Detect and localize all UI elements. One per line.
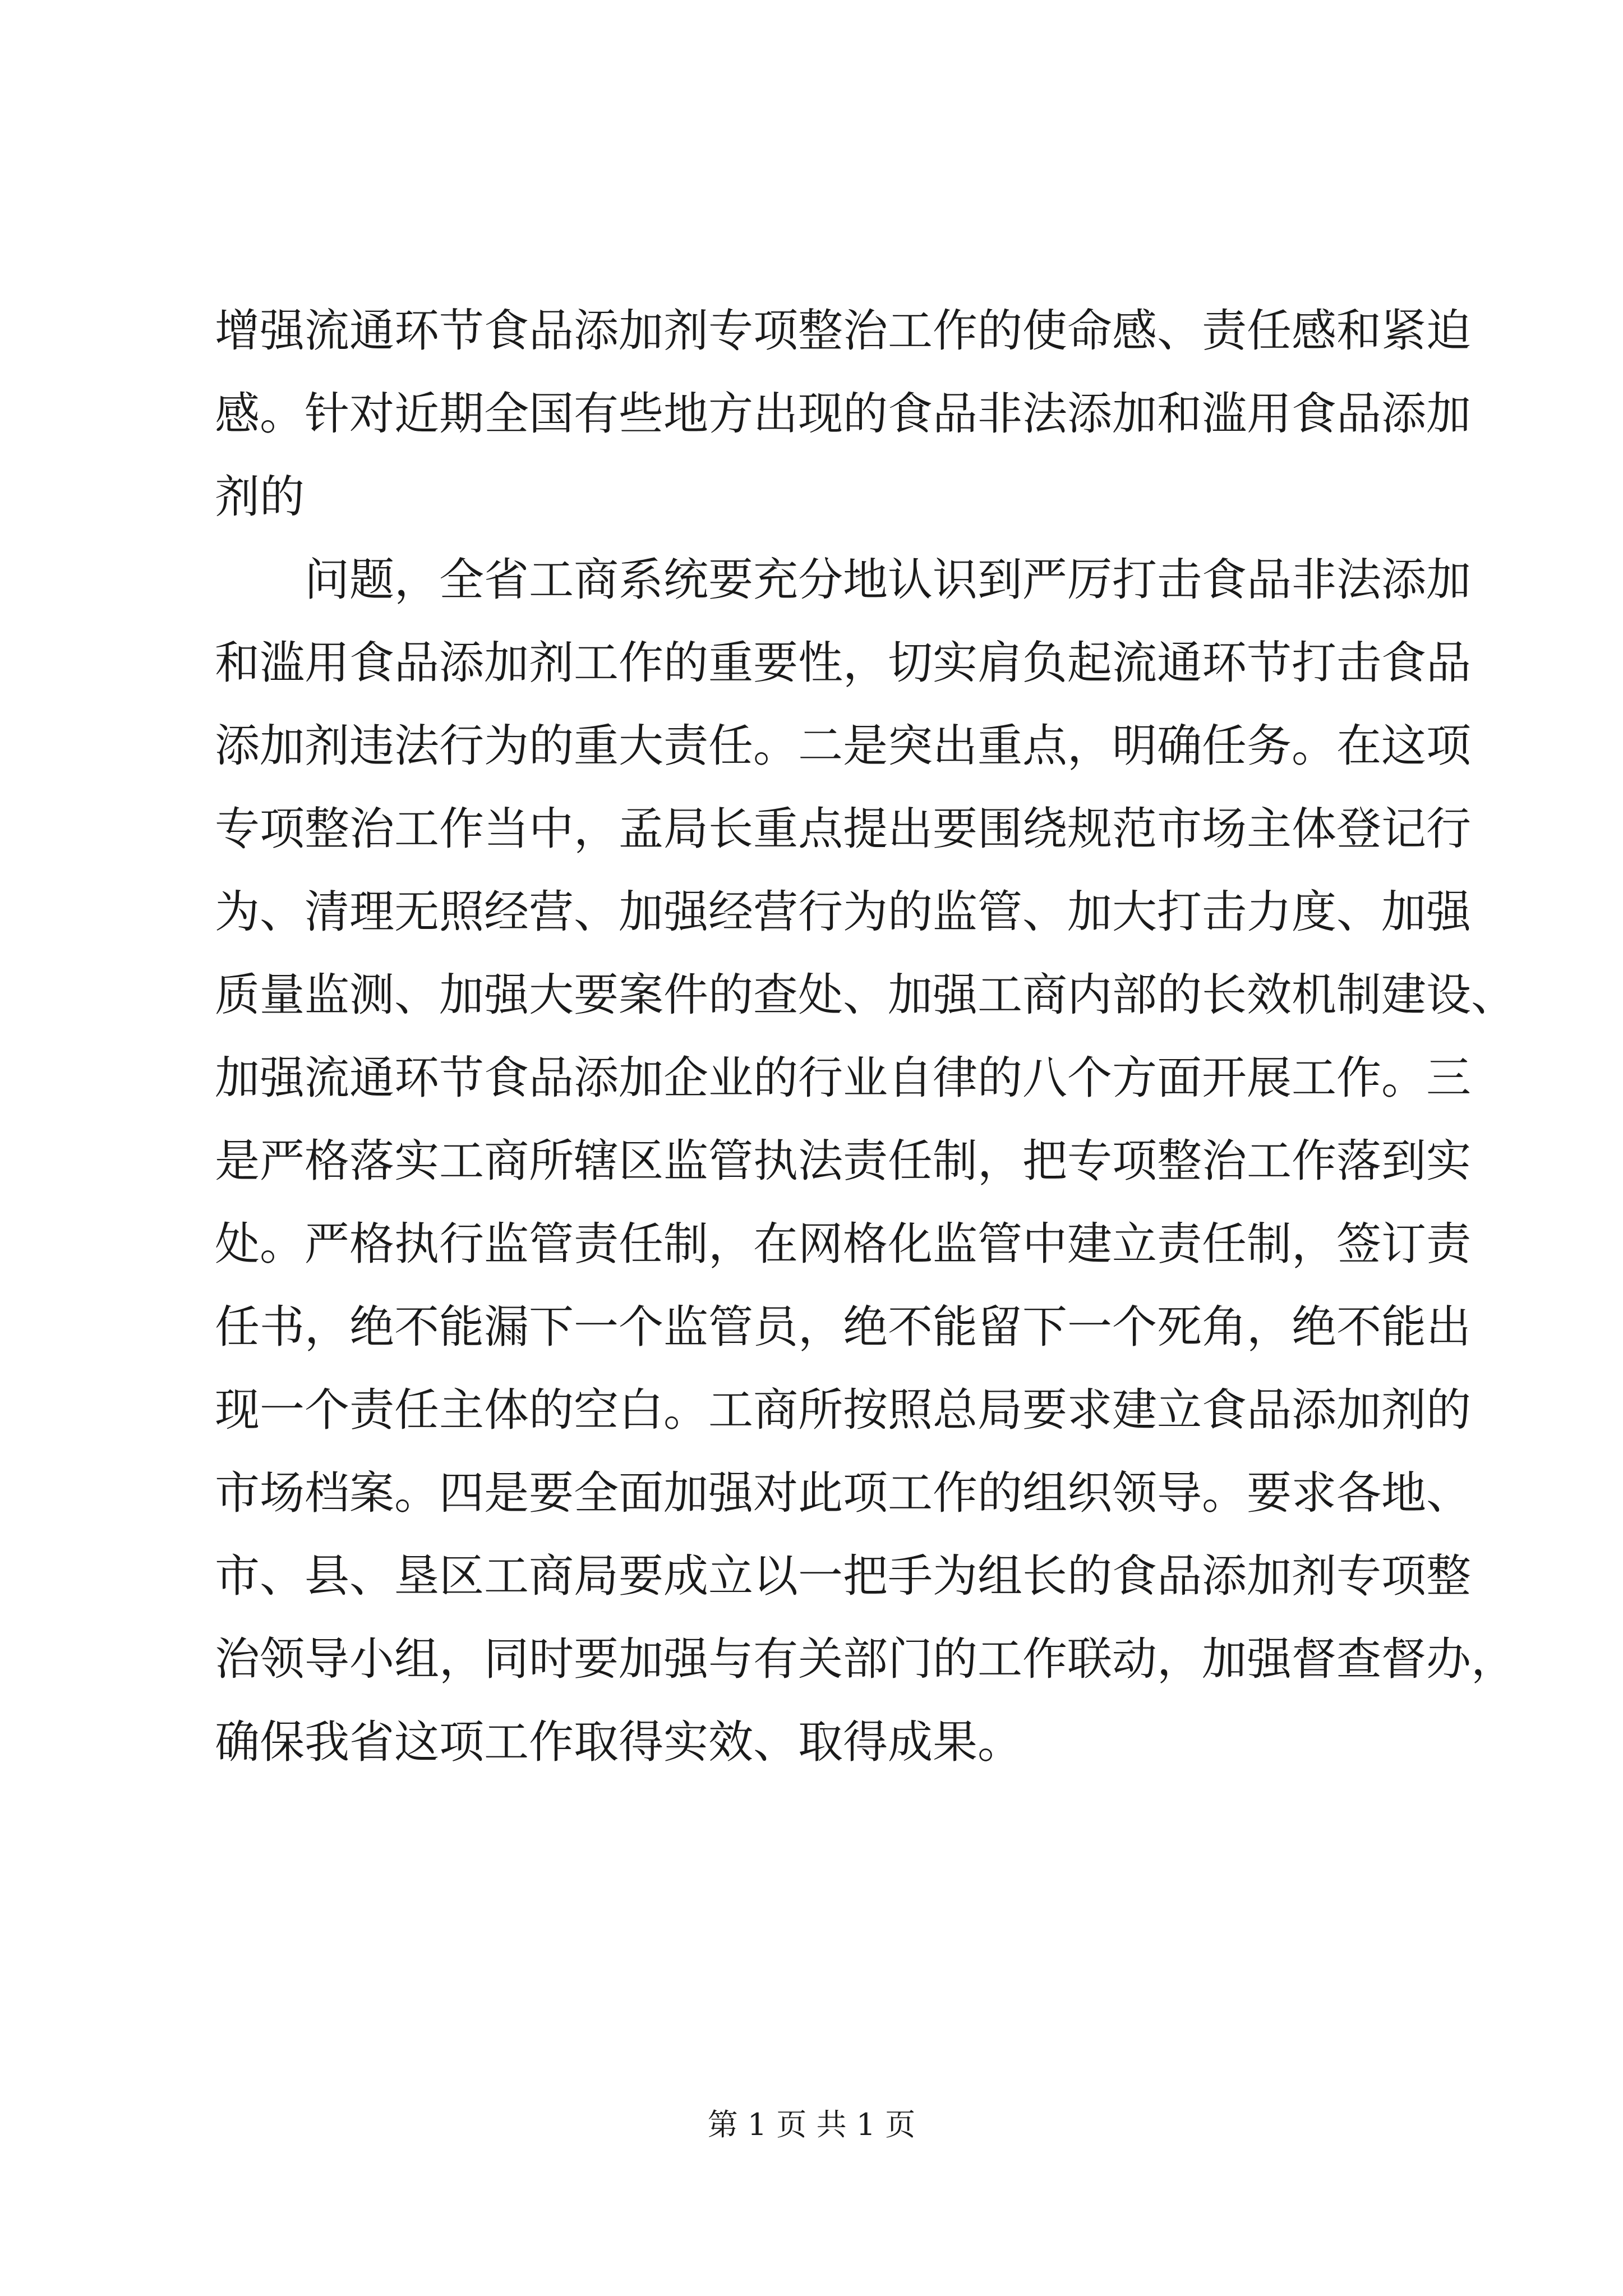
page-number-label: 第 1 页 共 1 页 [707, 2107, 916, 2142]
text-line: 任书，绝不能漏下一个监管员，绝不能留下一个死角，绝不能出 [215, 1301, 1471, 1353]
text-line: 加强流通环节食品添加企业的行业自律的八个方面开展工作。三 [215, 1052, 1471, 1104]
text-line: 问题，全省工商系统要充分地认识到严厉打击食品非法添加 [215, 554, 1471, 606]
text-line: 市、县、垦区工商局要成立以一把手为组长的食品添加剂专项整 [215, 1550, 1471, 1602]
text-line: 和滥用食品添加剂工作的重要性，切实肩负起流通环节打击食品 [215, 637, 1471, 689]
text-line: 市场档案。四是要全面加强对此项工作的组织领导。要求各地、 [215, 1467, 1471, 1519]
text-line: 治领导小组，同时要加强与有关部门的工作联动，加强督查督办， [215, 1633, 1516, 1685]
text-line: 是严格落实工商所辖区监管执法责任制，把专项整治工作落到实 [215, 1135, 1471, 1187]
page-footer [0, 2101, 1623, 2144]
text-line: 剂的 [215, 471, 305, 523]
text-line: 处。严格执行监管责任制，在网格化监管中建立责任制，签订责 [215, 1218, 1471, 1270]
text-line: 增强流通环节食品添加剂专项整治工作的使命感、责任感和紧迫 [215, 305, 1471, 357]
text-line: 现一个责任主体的空白。工商所按照总局要求建立食品添加剂的 [215, 1384, 1471, 1436]
text-line: 确保我省这项工作取得实效、取得成果。 [215, 1716, 1022, 1768]
text-line: 质量监测、加强大要案件的查处、加强工商内部的长效机制建设、 [215, 969, 1516, 1021]
text-line: 专项整治工作当中，孟局长重点提出要围绕规范市场主体登记行 [215, 803, 1471, 855]
text-line: 添加剂违法行为的重大责任。二是突出重点，明确任务。在这项 [215, 720, 1471, 772]
text-line: 感。针对近期全国有些地方出现的食品非法添加和滥用食品添加 [215, 388, 1471, 440]
body-text [215, 289, 1516, 1784]
text-line: 为、清理无照经营、加强经营行为的监管、加大打击力度、加强 [215, 886, 1471, 938]
